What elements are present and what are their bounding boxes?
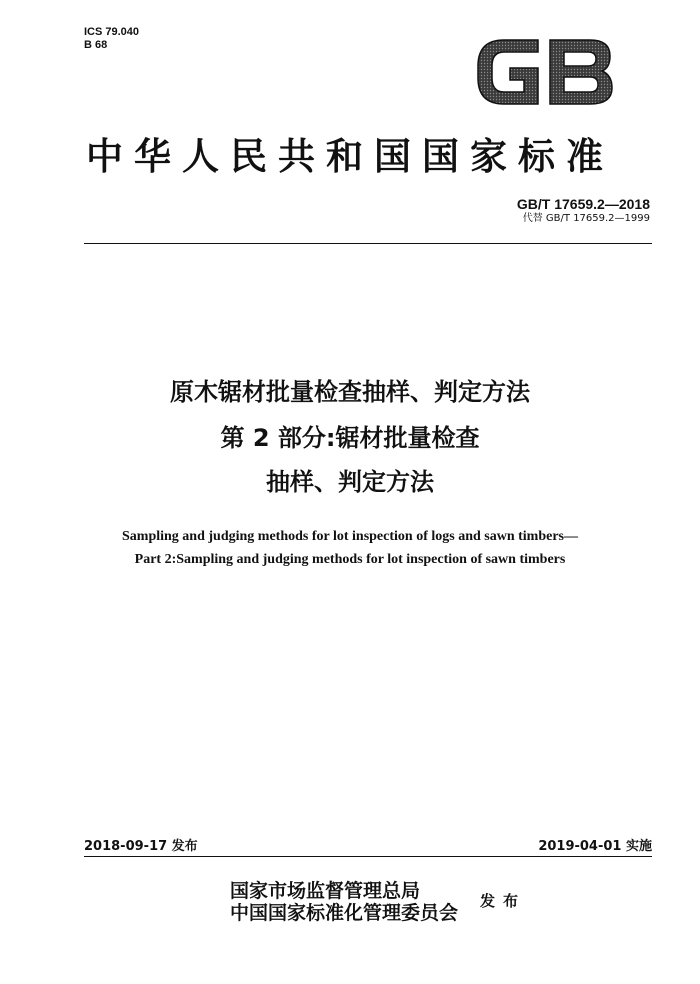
en-title-line-1: Sampling and judging methods for lot inspection of logs and sawn timbers— [122,529,578,544]
gb-logo [474,38,616,106]
classification-codes [84,26,139,52]
issue-date: 2018-09-17 发布 [84,839,198,854]
effective-date: 2019-04-01 实施 [538,839,652,854]
replaces-standard: 代替 GB/T 17659.2—1999 [522,213,650,224]
issuing-organizations [230,880,458,924]
ics-code: ICS 79.040 [84,26,140,38]
issue-action: 发布 [480,892,527,910]
org-title: 中华人民共和国国家标准 [86,134,614,178]
standard-number-block [517,196,650,225]
en-title-line-2: Part 2:Sampling and judging methods for lot inspection of sawn timbers [134,552,566,567]
header-divider [84,243,652,244]
cn-title-line-1: 原木锯材批量检查抽样、判定方法 [170,378,530,406]
issuer-org-1: 国家市场监督管理总局 [230,880,421,902]
ccs-code: B 68 [84,39,108,51]
cn-title-line-3: 抽样、判定方法 [266,468,434,496]
footer-divider [84,856,652,857]
standard-number: GB/T 17659.2—2018 [516,196,650,212]
cn-title-line-2: 第 2 部分:锯材批量检查 [220,424,480,452]
issuer-org-2: 中国国家标准化管理委员会 [230,902,459,924]
logo-text: GB [474,38,476,39]
